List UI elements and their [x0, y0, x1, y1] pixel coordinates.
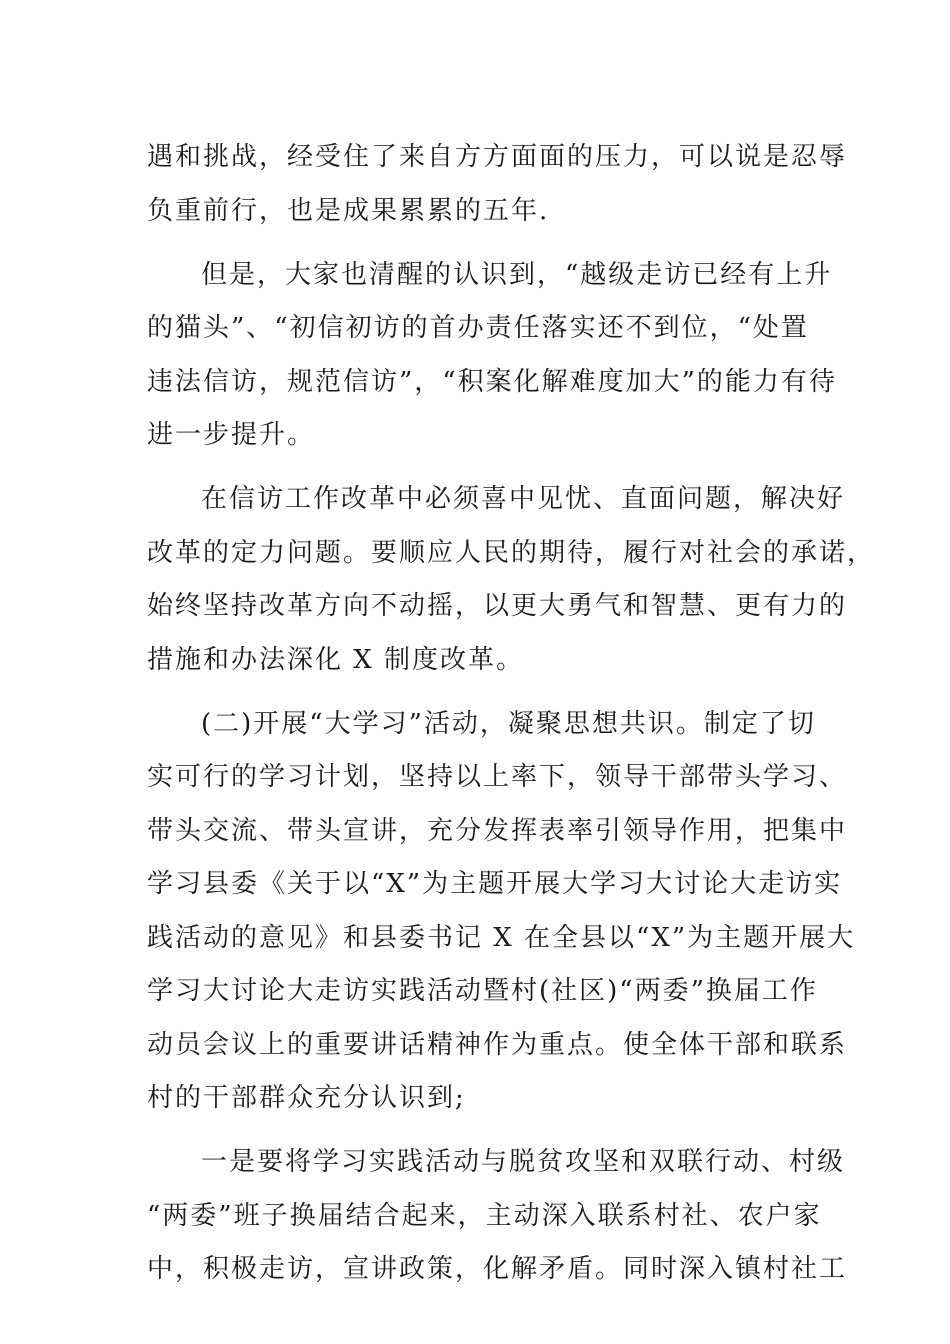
text-line: 实可行的学习计划，坚持以上率下，领导干部带头学习、	[147, 762, 848, 792]
paragraph-first-line: 在信访工作改革中必须喜中见忧、直面问题，解决好	[201, 484, 846, 514]
text-line: “两委”班子换届结合起来，主动深入联系村社、农户家	[147, 1200, 822, 1231]
paragraph-first-line: 一是要将学习实践活动与脱贫攻坚和双联行动、村级	[201, 1147, 846, 1177]
text-line: 负重前行，也是成果累累的五年.	[147, 195, 550, 226]
text-line: 违法信访，规范信访”，“积案化解难度加大”的能力有待	[147, 366, 837, 397]
section-heading-line: (二)开展“大学习”活动，凝聚思想共识。制定了切	[201, 708, 816, 739]
text-line: 遇和挑战，经受住了来自方方面面的压力，可以说是忍辱	[147, 142, 848, 172]
text-line: 进一步提升。	[147, 420, 316, 450]
document-body	[147, 131, 876, 1297]
text-line: 学习县委《关于以“X”为主题开展大学习大讨论大走访实	[147, 869, 843, 899]
text-line: 改革的定力问题。要顺应人民的期待，履行对社会的承诺，	[147, 537, 876, 568]
text-line: 始终坚持改革方向不动摇，以更大勇气和智慧、更有力的	[147, 591, 848, 621]
text-line: 村的干部群众充分认识到;	[147, 1083, 466, 1113]
text-line: 的猫头”、“初信初访的首办责任落实还不到位，“处置	[147, 313, 809, 343]
paragraph-first-line: 但是，大家也清醒的认识到，“越级走访已经有上升	[201, 259, 833, 290]
text-line: 学习大讨论大走访实践活动暨村(社区)“两委”换届工作	[147, 976, 818, 1006]
text-line: 中，积极走访，宣讲政策，化解矛盾。同时深入镇村社工	[147, 1254, 848, 1284]
text-line: 践活动的意见》和县委书记 X 在全县以“X”为主题开展大	[147, 922, 856, 953]
text-line: 措施和办法深化 X 制度改革。	[147, 644, 525, 675]
text-line: 动员会议上的重要讲话精神作为重点。使全体干部和联系	[147, 1029, 848, 1060]
text-line: 带头交流、带头宣讲，充分发挥表率引领导作用，把集中	[147, 815, 848, 846]
